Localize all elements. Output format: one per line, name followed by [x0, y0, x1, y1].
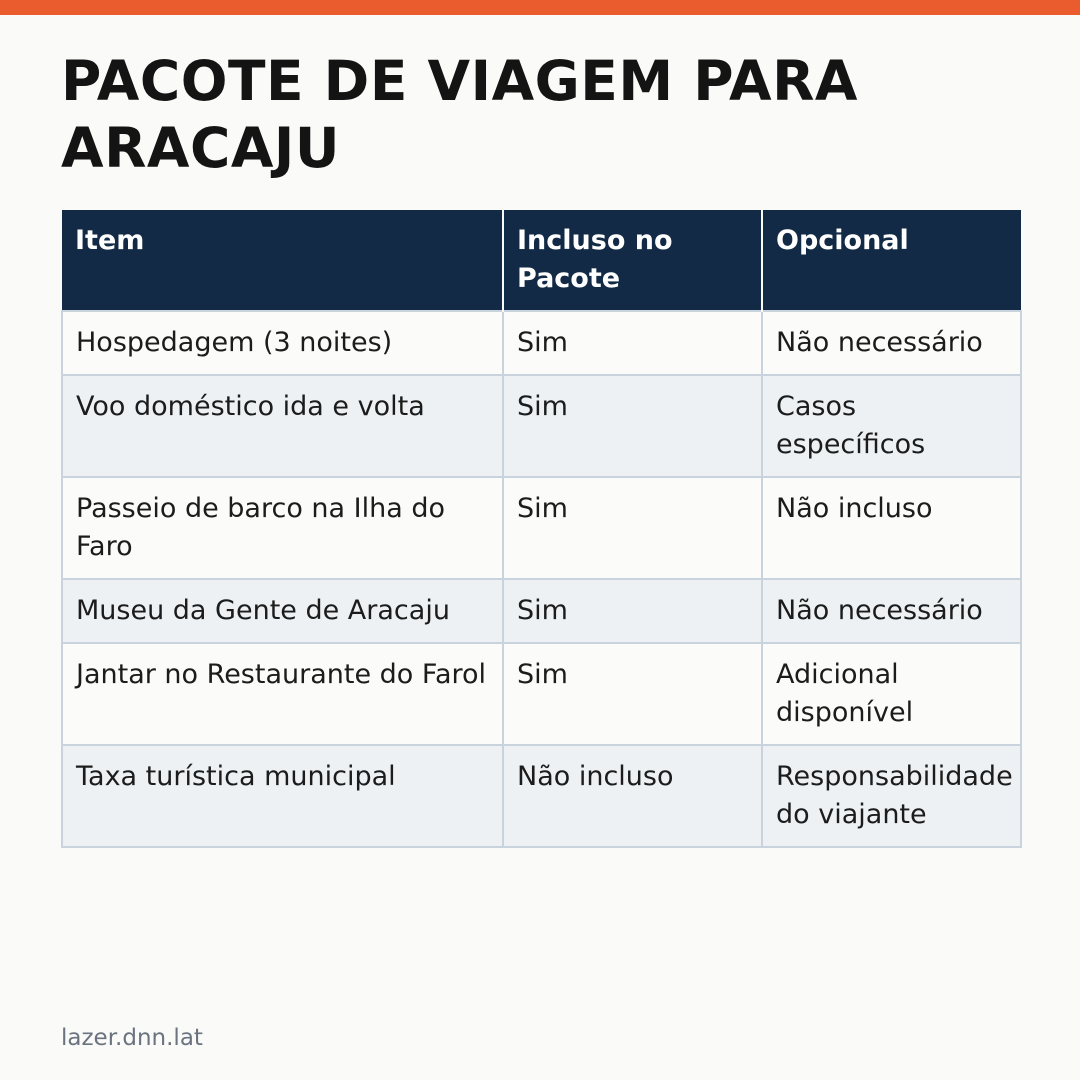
table-row	[62, 477, 1021, 579]
cell-item: Voo doméstico ida e volta	[62, 375, 503, 477]
package-table	[61, 210, 1022, 848]
cell-included: Sim	[503, 477, 762, 579]
column-header-optional: Opcional	[762, 210, 1021, 311]
cell-item: Jantar no Restaurante do Farol	[62, 643, 503, 745]
footer-url: lazer.dnn.lat	[61, 1025, 203, 1051]
cell-item: Passeio de barco na Ilha do Faro	[62, 477, 503, 579]
page-title: PACOTE DE VIAGEM PARA ARACAJU	[61, 49, 858, 180]
cell-item: Museu da Gente de Aracaju	[62, 579, 503, 643]
cell-optional: Responsabilidade do viajante	[762, 745, 1021, 847]
column-header-included: Incluso no Pacote	[503, 210, 762, 311]
cell-included: Sim	[503, 311, 762, 375]
table-row	[62, 745, 1021, 847]
table-header-row	[62, 210, 1021, 311]
cell-optional: Adicional disponível	[762, 643, 1021, 745]
column-header-item: Item	[62, 210, 503, 311]
cell-optional: Não necessário	[762, 579, 1021, 643]
accent-bar	[0, 0, 1080, 15]
cell-item: Taxa turística municipal	[62, 745, 503, 847]
cell-optional: Não necessário	[762, 311, 1021, 375]
cell-included: Sim	[503, 375, 762, 477]
cell-item: Hospedagem (3 noites)	[62, 311, 503, 375]
cell-included: Não incluso	[503, 745, 762, 847]
cell-included: Sim	[503, 643, 762, 745]
table-row	[62, 579, 1021, 643]
table-row	[62, 375, 1021, 477]
table-row	[62, 311, 1021, 375]
cell-optional: Não incluso	[762, 477, 1021, 579]
cell-included: Sim	[503, 579, 762, 643]
cell-optional: Casos específicos	[762, 375, 1021, 477]
table-row	[62, 643, 1021, 745]
